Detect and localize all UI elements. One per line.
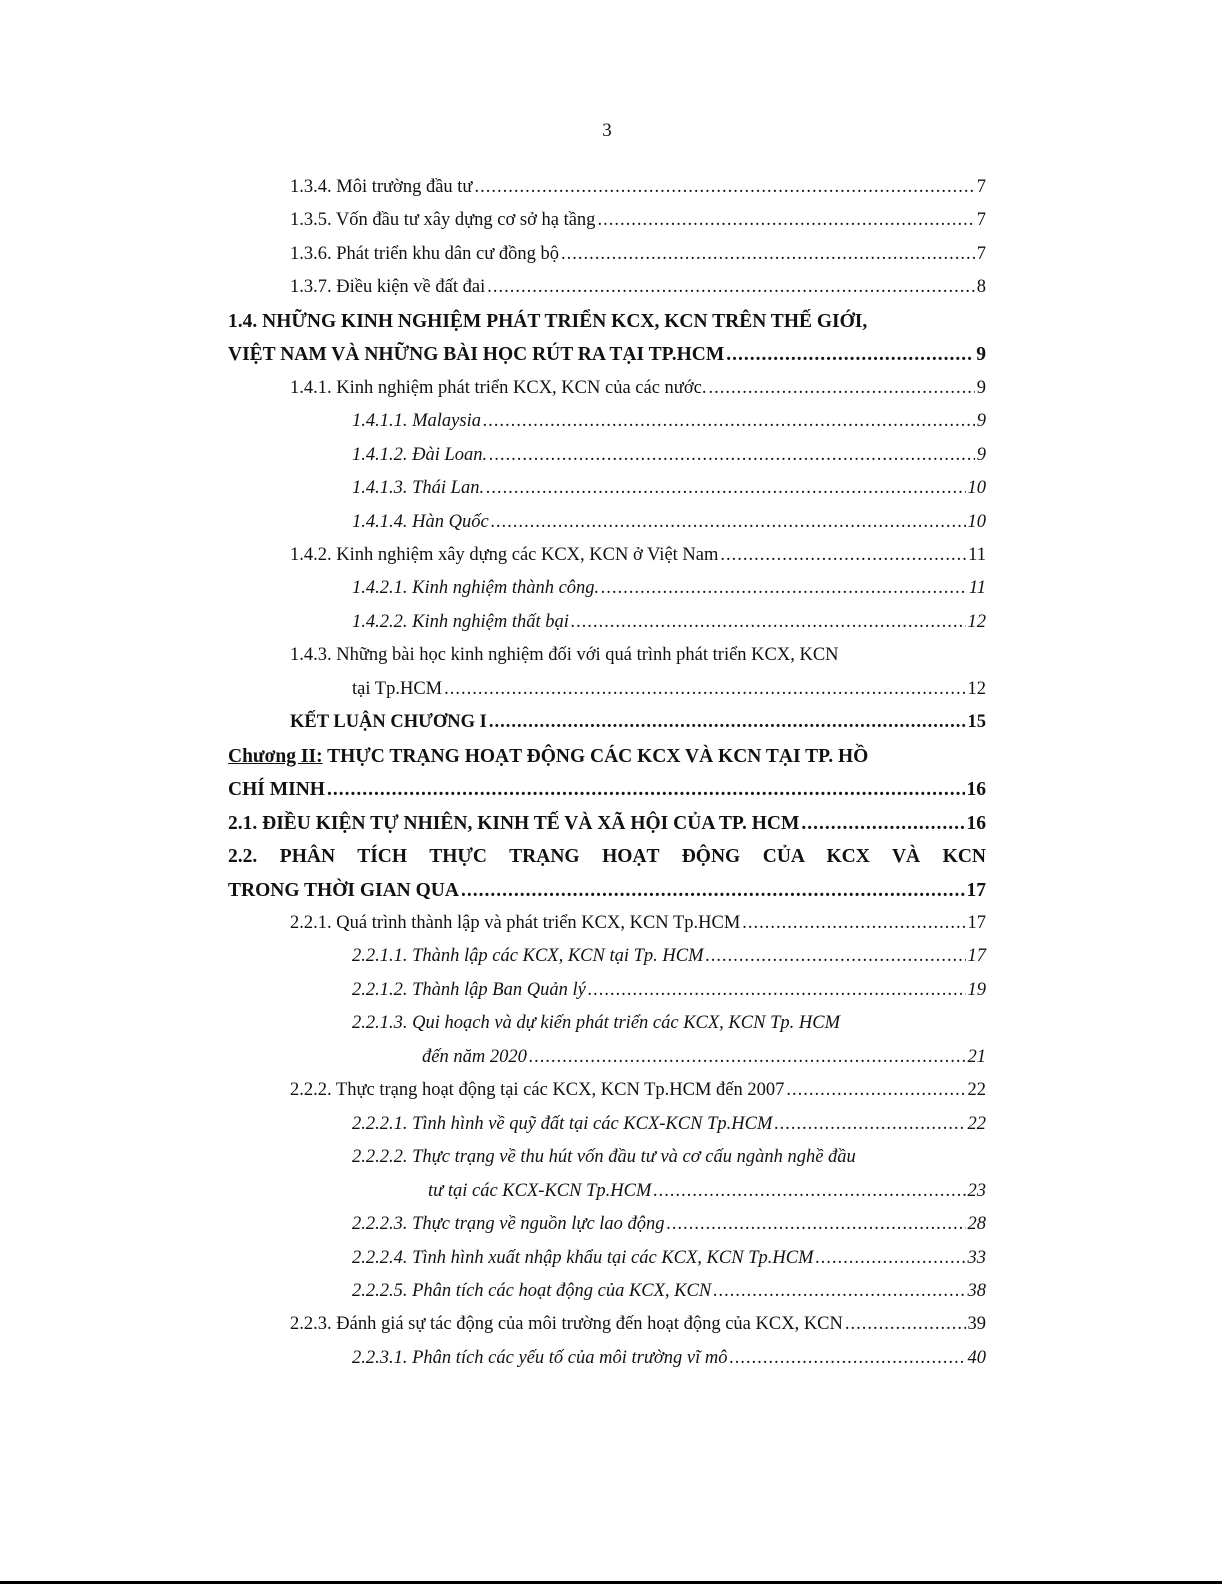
dot-leader	[491, 506, 966, 539]
toc-entry	[0, 1175, 986, 1208]
toc-entry-title: 2.2.2.1. Tình hình về quỹ đất tại các KCX-KCN Tp.HCM	[352, 1113, 773, 1134]
dot-leader	[730, 1342, 966, 1375]
dot-leader	[667, 1208, 966, 1241]
toc-entry-title: đến năm 2020	[422, 1046, 527, 1067]
toc-entry	[0, 372, 986, 405]
toc-entry	[0, 1108, 986, 1141]
toc-page-number: 16	[966, 779, 986, 801]
dot-leader	[720, 539, 966, 572]
toc-entry	[0, 204, 986, 237]
toc-page-number: 11	[968, 578, 986, 599]
toc-entry	[0, 740, 986, 773]
toc-page-number: 9	[976, 444, 986, 465]
toc-entry-title: 1.4.2. Kinh nghiệm xây dựng các KCX, KCN ở Việt Nam	[290, 544, 719, 565]
toc-entry	[0, 506, 986, 539]
toc-entry	[0, 807, 986, 840]
toc-entry	[0, 1242, 986, 1275]
toc-page-number: 7	[976, 243, 986, 264]
toc-entry-title: 2.2.2. Thực trạng hoạt động tại các KCX, KCN Tp.HCM đến 2007	[290, 1080, 785, 1101]
dot-leader	[486, 472, 965, 505]
toc-page-number: 17	[967, 946, 986, 967]
toc-entry	[0, 472, 986, 505]
toc-entry	[0, 1141, 986, 1174]
toc-entry	[0, 706, 986, 739]
toc-entry-title: 1.4.2.1. Kinh nghiệm thành công.	[352, 578, 600, 599]
toc-entry	[0, 1308, 986, 1341]
toc-page-number: 12	[967, 611, 986, 632]
toc-page-number: 8	[976, 277, 986, 298]
toc-entry	[0, 539, 986, 572]
toc-page-number: 16	[966, 812, 986, 834]
dot-leader	[653, 1175, 965, 1208]
toc-page-number: 38	[967, 1280, 986, 1301]
toc-entry	[0, 874, 986, 907]
toc-entry-title: TRONG THỜI GIAN QUA	[228, 879, 459, 901]
toc-page-number: 9	[976, 411, 986, 432]
toc-entry-title: 2.2.1. Quá trình thành lập và phát triển KCX, KCN Tp.HCM	[290, 912, 741, 933]
toc-entry	[0, 271, 986, 304]
toc-entry	[0, 840, 986, 873]
toc-entry-title: 2.2.1.2. Thành lập Ban Quản lý	[352, 979, 586, 1000]
toc-page-number: 15	[967, 712, 986, 733]
dot-leader	[597, 204, 974, 237]
dot-leader	[461, 874, 965, 907]
dot-leader	[588, 974, 966, 1007]
toc-entry-title: 1.4.2.2. Kinh nghiệm thất bại	[352, 611, 569, 632]
toc-entry-title: 2.1. ĐIỀU KIỆN TỰ NHIÊN, KINH TẾ VÀ XÃ HỘI CỦA TP. HCM	[228, 812, 800, 834]
toc-page-number: 10	[967, 478, 986, 499]
toc-entry	[0, 907, 986, 940]
dot-leader	[845, 1308, 966, 1341]
toc-page-number: 23	[967, 1180, 986, 1201]
toc-page-number: 28	[967, 1214, 986, 1235]
toc-page-number: 9	[976, 344, 986, 366]
toc-entry	[0, 171, 986, 204]
dot-leader	[483, 405, 975, 438]
chapter-title: THỰC TRẠNG HOẠT ĐỘNG CÁC KCX VÀ KCN TẠI TP. HỒ	[322, 745, 869, 767]
toc-entry	[0, 405, 986, 438]
dot-leader	[529, 1041, 966, 1074]
toc-entry	[0, 1342, 986, 1375]
toc-page-number: 21	[967, 1046, 986, 1067]
toc-entry-title: tư tại các KCX-KCN Tp.HCM	[428, 1180, 652, 1201]
toc-page-number: 22	[967, 1080, 986, 1101]
bottom-rule	[0, 1581, 1222, 1584]
toc-page-number: 39	[967, 1314, 986, 1335]
toc-entry	[0, 606, 986, 639]
chapter-label: Chương II:	[228, 745, 323, 767]
toc-entry-title: 1.4.1. Kinh nghiệm phát triển KCX, KCN của các nước.	[290, 377, 707, 398]
dot-leader	[713, 1275, 965, 1308]
toc-entry-title: 1.4.3. Những bài học kinh nghiệm đối với quá trình phát triển KCX, KCN	[290, 645, 839, 666]
toc-entry-title: 1.3.7. Điều kiện về đất đai	[290, 277, 486, 298]
page-number: 3	[602, 120, 612, 141]
toc-entry-title: 1.4.1.2. Đài Loan.	[352, 444, 488, 465]
toc-entry	[0, 1007, 986, 1040]
toc-page-number: 11	[968, 544, 986, 565]
toc-entry-title: 2.2.2.5. Phân tích các hoạt động của KCX, KCN	[352, 1280, 712, 1301]
toc-entry-title: 1.4.1.3. Thái Lan.	[352, 478, 485, 499]
toc-entry-title: CHÍ MINH	[228, 779, 325, 801]
toc-entry-title: 2.2. PHÂN TÍCH THỰC TRẠNG HOẠT ĐỘNG CỦA KCX VÀ KCN	[228, 846, 986, 868]
toc-entry	[0, 1041, 986, 1074]
table-of-contents	[0, 171, 986, 1375]
toc-entry-title: 1.4.1.4. Hàn Quốc	[352, 511, 489, 532]
toc-entry	[0, 238, 986, 271]
toc-entry	[0, 338, 986, 371]
dot-leader	[708, 372, 974, 405]
dot-leader	[561, 238, 975, 271]
dot-leader	[489, 439, 975, 472]
toc-entry	[0, 1275, 986, 1308]
dot-leader	[786, 1074, 965, 1107]
toc-entry	[0, 1208, 986, 1241]
toc-entry-title: 2.2.2.3. Thực trạng về nguồn lực lao động	[352, 1214, 665, 1235]
dot-leader	[487, 271, 975, 304]
toc-page-number: 17	[967, 912, 986, 933]
toc-entry-title: 2.2.1.1. Thành lập các KCX, KCN tại Tp. HCM	[352, 946, 704, 967]
dot-leader	[444, 673, 965, 706]
dot-leader	[815, 1242, 965, 1275]
toc-entry-title: 2.2.3.1. Phân tích các yếu tố của môi trường vĩ mô	[352, 1347, 728, 1368]
dot-leader	[489, 706, 966, 739]
toc-entry-title: 1.3.4. Môi trường đầu tư	[290, 177, 473, 197]
dot-leader	[726, 338, 974, 371]
toc-page-number: 7	[976, 177, 986, 197]
dot-leader	[327, 773, 965, 806]
toc-page-number: 7	[976, 210, 986, 231]
dot-leader	[474, 171, 974, 204]
toc-entry-title: tại Tp.HCM	[352, 678, 443, 699]
toc-entry	[0, 572, 986, 605]
toc-page-number: 40	[967, 1347, 986, 1368]
toc-entry	[0, 1074, 986, 1107]
toc-entry-title	[228, 740, 868, 773]
toc-entry-title: 1.4.1.1. Malaysia	[352, 411, 481, 432]
toc-entry-title: VIỆT NAM VÀ NHỮNG BÀI HỌC RÚT RA TẠI TP.HCM	[228, 344, 725, 366]
toc-entry-title: 1.4. NHỮNG KINH NGHIỆM PHÁT TRIỂN KCX, KCN TRÊN THẾ GIỚI,	[228, 310, 868, 332]
toc-entry	[0, 439, 986, 472]
dot-leader	[706, 940, 966, 973]
toc-entry-title: 1.3.6. Phát triển khu dân cư đồng bộ	[290, 243, 559, 264]
toc-page-number: 10	[967, 511, 986, 532]
toc-entry-title: KẾT LUẬN CHƯƠNG I	[290, 712, 487, 733]
toc-entry-title: 2.2.1.3. Qui hoạch và dự kiến phát triển các KCX, KCN Tp. HCM	[352, 1013, 840, 1034]
toc-entry-title: 2.2.3. Đánh giá sự tác động của môi trường đến hoạt động của KCX, KCN	[290, 1314, 843, 1335]
toc-page-number: 9	[976, 377, 986, 398]
toc-entry	[0, 305, 986, 338]
dot-leader	[742, 907, 965, 940]
dot-leader	[571, 606, 966, 639]
toc-page-number: 33	[967, 1247, 986, 1268]
toc-page-number: 22	[967, 1113, 986, 1134]
dot-leader	[801, 807, 964, 840]
dot-leader	[774, 1108, 965, 1141]
toc-entry-title: 2.2.2.4. Tình hình xuất nhập khẩu tại các KCX, KCN Tp.HCM	[352, 1247, 814, 1268]
toc-page-number: 19	[967, 979, 986, 1000]
toc-page-number: 12	[967, 678, 986, 699]
toc-entry	[0, 974, 986, 1007]
toc-entry	[0, 940, 986, 973]
toc-entry-title: 1.3.5. Vốn đầu tư xây dựng cơ sở hạ tầng	[290, 210, 596, 231]
dot-leader	[601, 572, 967, 605]
toc-page-number: 17	[966, 879, 986, 901]
toc-entry-title: 2.2.2.2. Thực trạng về thu hút vốn đầu tư và cơ cấu ngành nghề đầu	[352, 1147, 856, 1168]
toc-entry	[0, 639, 986, 672]
toc-entry	[0, 673, 986, 706]
toc-entry	[0, 773, 986, 806]
